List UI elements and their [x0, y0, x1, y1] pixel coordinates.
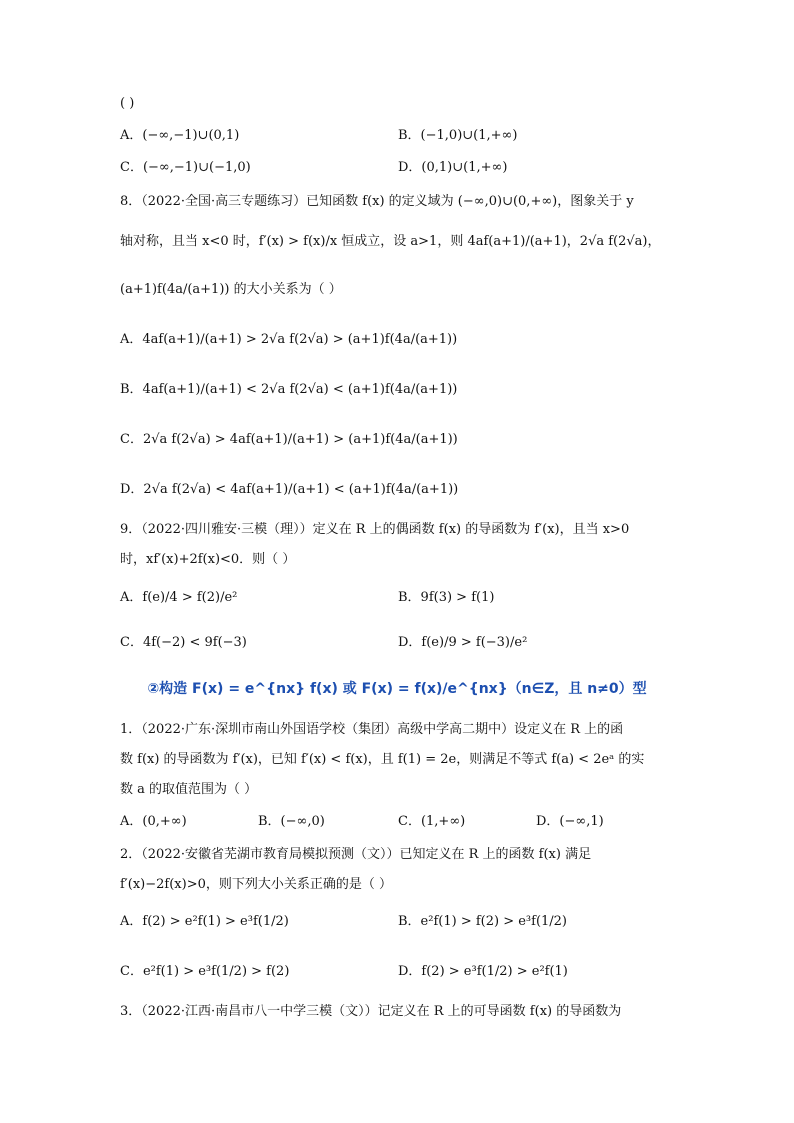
text-line-l19: 1．（2022·广东·深圳市南山外国语学校（集团）高级中学高二期中）设定义在 R 上的函: [120, 722, 624, 737]
text-line-l02: A．(−∞,−1)∪(0,1): [120, 128, 240, 143]
text-line-l10: B．4af(a+1)/(a+1) < 2√a f(2√a) < (a+1)f(4a/(a+1)): [120, 382, 458, 397]
text-line-l06: 8．（2022·全国·高三专题练习）已知函数 f(x) 的定义域为 (−∞,0)∪(0,+∞)，图象关于 y: [120, 194, 634, 209]
text-line-l23: B．(−∞,0): [258, 814, 325, 829]
text-line-l03: B．(−1,0)∪(1,+∞): [398, 128, 518, 143]
text-line-l07: 轴对称，且当 x<0 时，f′(x) > f(x)/x 恒成立，设 a>1，则 4af(a+1)/(a+1)，2√a f(2√a)，: [120, 234, 661, 249]
text-line-l13: 9．（2022·四川雅安·三模（理））定义在 R 上的偶函数 f(x) 的导函数为 f′(x)，且当 x>0: [120, 522, 630, 537]
text-line-l08: (a+1)f(4a/(a+1)) 的大小关系为（ ）: [120, 282, 342, 297]
text-line-l25: D．(−∞,1): [536, 814, 604, 829]
text-line-l31: D．f(2) > e³f(1/2) > e²f(1): [398, 964, 568, 979]
text-line-l05: D．(0,1)∪(1,+∞): [398, 160, 508, 175]
text-line-l04: C．(−∞,−1)∪(−1,0): [120, 160, 251, 175]
text-line-l30: C．e²f(1) > e³f(1/2) > f(2): [120, 964, 290, 979]
text-line-l24: C．(1,+∞): [398, 814, 466, 829]
text-line-l12: D．2√a f(2√a) < 4af(a+1)/(a+1) < (a+1)f(4a/(a+1)): [120, 482, 459, 497]
text-line-l20: 数 f(x) 的导函数为 f′(x)，已知 f′(x) < f(x)，且 f(1) = 2e，则满足不等式 f(a) < 2eᵃ 的实: [120, 752, 645, 767]
text-line-l27: f′(x)−2f(x)>0，则下列大小关系正确的是（ ）: [120, 877, 392, 892]
text-line-l18: D．f(e)/9 > f(−3)/e²: [398, 635, 528, 650]
text-line-l11: C．2√a f(2√a) > 4af(a+1)/(a+1) > (a+1)f(4a/(a+1)): [120, 432, 458, 447]
text-line-l16: B．9f(3) > f(1): [398, 590, 495, 605]
text-line-l22: A．(0,+∞): [120, 814, 187, 829]
text-line-l14: 时，xf′(x)+2f(x)<0．则（ ）: [120, 552, 296, 567]
text-line-l15: A．f(e)/4 > f(2)/e²: [120, 590, 238, 605]
text-line-l26: 2．（2022·安徽省芜湖市教育局模拟预测（文））已知定义在 R 上的函数 f(x) 满足: [120, 847, 592, 862]
text-line-l01: ( ): [120, 96, 135, 111]
text-line-l32: 3．（2022·江西·南昌市八一中学三模（文））记定义在 R 上的可导函数 f(x) 的导函数为: [120, 1004, 622, 1019]
text-line-l28: A．f(2) > e²f(1) > e³f(1/2): [120, 914, 289, 929]
text-line-l17: C．4f(−2) < 9f(−3): [120, 635, 247, 650]
section-heading: ②构造 F(x) = e^{nx} f(x) 或 F(x) = f(x)/e^{nx}（n∈Z，且 n≠0）型: [147, 681, 647, 697]
text-line-l21: 数 a 的取值范围为（ ）: [120, 782, 258, 797]
text-line-l09: A．4af(a+1)/(a+1) > 2√a f(2√a) > (a+1)f(4a/(a+1)): [120, 332, 458, 347]
text-line-l29: B．e²f(1) > f(2) > e³f(1/2): [398, 914, 568, 929]
